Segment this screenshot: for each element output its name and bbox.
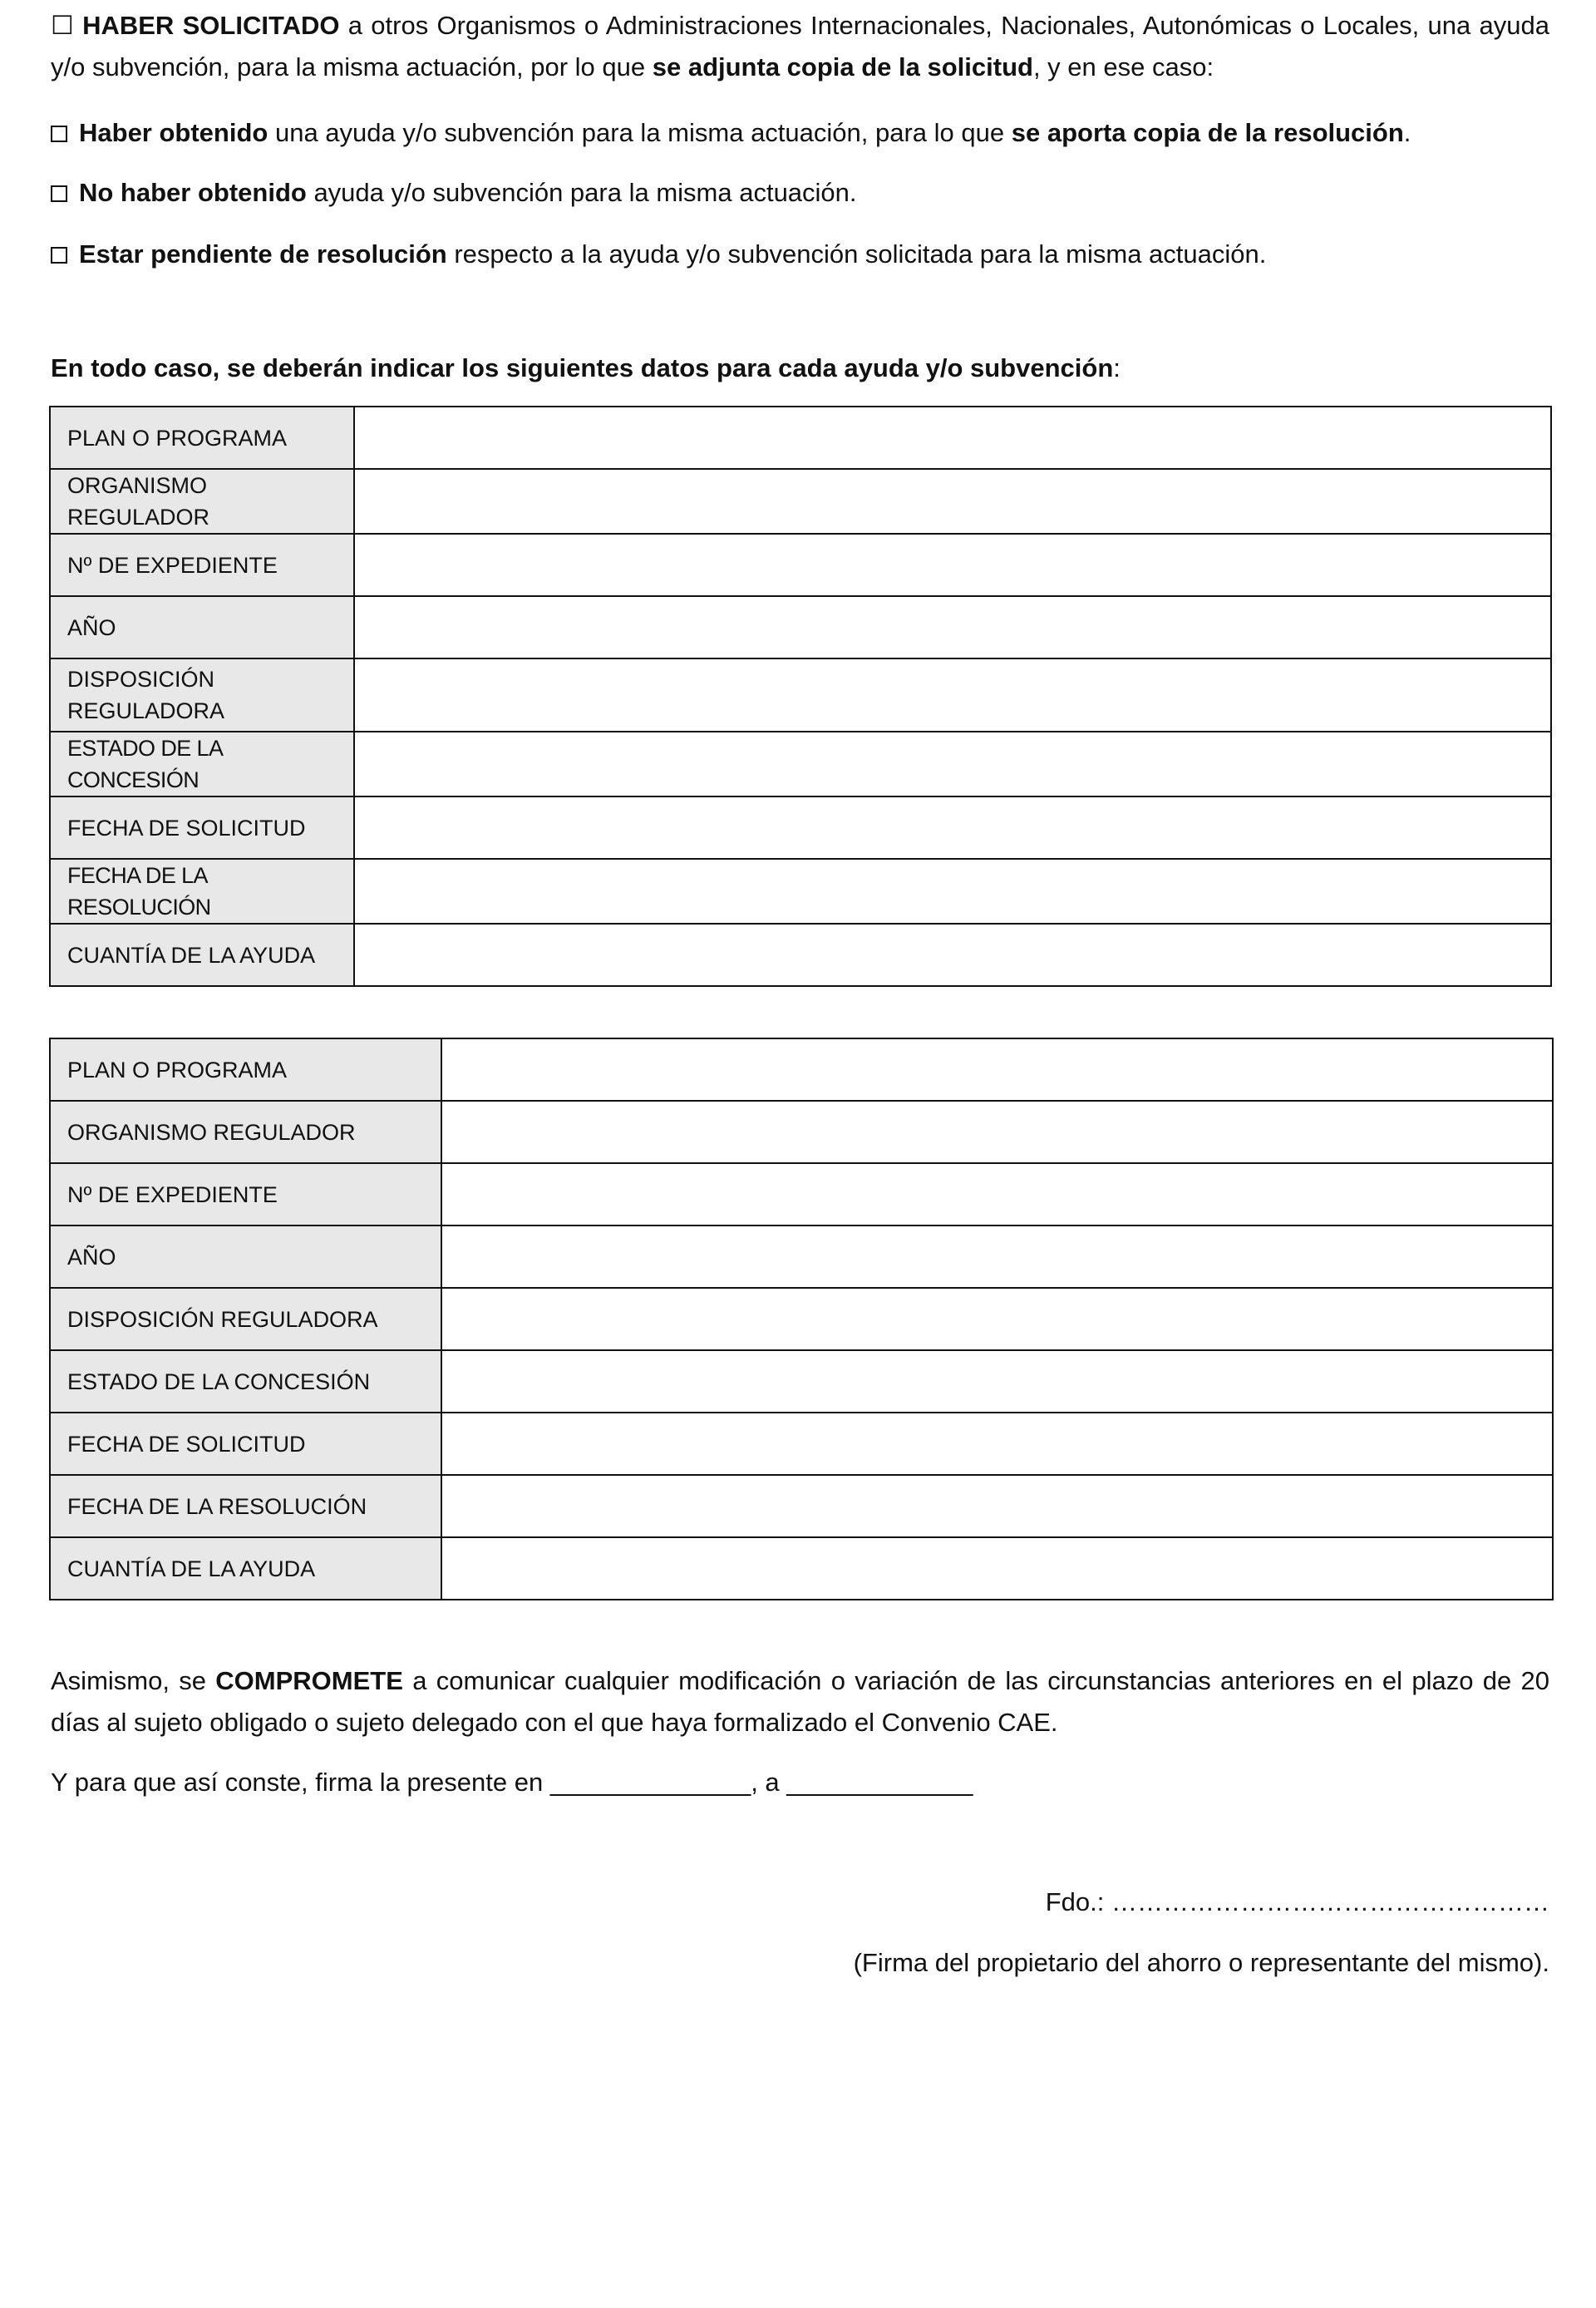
aid-details-table-2	[49, 1038, 1554, 1600]
row-label: Nº DE EXPEDIENTE	[50, 534, 354, 596]
row-label: FECHA DE SOLICITUD	[50, 796, 354, 859]
option-bold: No haber obtenido	[79, 178, 307, 207]
row-label: CUANTÍA DE LA AYUDA	[50, 1537, 441, 1600]
table-row	[50, 534, 1551, 596]
instruction-text: :	[1113, 353, 1121, 382]
table-row	[50, 658, 1551, 732]
row-value-field[interactable]	[441, 1537, 1553, 1600]
row-value-field[interactable]	[354, 924, 1551, 986]
row-value-field[interactable]	[354, 596, 1551, 658]
option-no-haber-obtenido	[51, 176, 1549, 210]
signature-fdo-line[interactable]: Fdo.: ……………………………………………	[1045, 1887, 1549, 1916]
row-label: AÑO	[50, 596, 354, 658]
table-row	[50, 1101, 1553, 1163]
table-row	[50, 796, 1551, 859]
option-text: ayuda y/o subvención para la misma actuación.	[306, 178, 857, 207]
table-row	[50, 924, 1551, 986]
row-value-field[interactable]	[441, 1038, 1553, 1101]
table-row	[50, 1226, 1553, 1288]
instruction-bold: En todo caso, se deberán indicar los siguientes datos para cada ayuda y/o subvención	[51, 353, 1114, 382]
option-bold: Estar pendiente de resolución	[79, 239, 447, 269]
commitment-paragraph	[51, 1660, 1549, 1743]
row-value-field[interactable]	[354, 796, 1551, 859]
row-value-field[interactable]	[354, 732, 1551, 796]
table-row	[50, 1288, 1553, 1350]
table-row	[50, 732, 1551, 796]
row-value-field[interactable]	[354, 469, 1551, 534]
checkbox-haber-solicitado[interactable]: ☐	[51, 11, 74, 40]
row-label: CUANTÍA DE LA AYUDA	[50, 924, 354, 986]
checkbox-no-haber-obtenido[interactable]	[51, 185, 67, 202]
intro-text-1: a otros Organismos o Administraciones Internacionales, Nacionales, Autonómicas o Locales, una ayuda y/o subvención, para la misma actuación, por lo que	[51, 11, 1549, 81]
row-value-field[interactable]	[354, 407, 1551, 469]
instruction-line	[51, 352, 1549, 385]
table-row	[50, 1475, 1553, 1537]
checkbox-pendiente-resolucion[interactable]	[51, 247, 67, 264]
row-value-field[interactable]	[354, 658, 1551, 732]
row-label: ESTADO DE LA CONCESIÓN	[50, 732, 354, 796]
row-value-field[interactable]	[441, 1101, 1553, 1163]
table-row	[50, 859, 1551, 924]
option-haber-obtenido	[51, 116, 1549, 150]
commitment-text-1: Asimismo, se	[51, 1666, 216, 1695]
row-label: DISPOSICIÓN REGULADORA	[50, 658, 354, 732]
row-label: DISPOSICIÓN REGULADORA	[50, 1288, 441, 1350]
signature-note: (Firma del propietario del ahorro o representante del mismo).	[853, 1948, 1549, 1977]
option-text: una ayuda y/o subvención para la misma actuación, para lo que	[268, 118, 1012, 147]
row-label: PLAN O PROGRAMA	[50, 407, 354, 469]
table-row	[50, 407, 1551, 469]
table-row	[50, 1163, 1553, 1226]
row-label: AÑO	[50, 1226, 441, 1288]
row-label: Nº DE EXPEDIENTE	[50, 1163, 441, 1226]
option-text: respecto a la ayuda y/o subvención solicitada para la misma actuación.	[446, 239, 1267, 269]
row-value-field[interactable]	[441, 1350, 1553, 1413]
table-row	[50, 1413, 1553, 1475]
row-label: PLAN O PROGRAMA	[50, 1038, 441, 1101]
row-label: ESTADO DE LA CONCESIÓN	[50, 1350, 441, 1413]
table-row	[50, 1350, 1553, 1413]
row-label: FECHA DE LA RESOLUCIÓN	[50, 859, 354, 924]
row-label: FECHA DE SOLICITUD	[50, 1413, 441, 1475]
checkbox-haber-obtenido[interactable]	[51, 126, 67, 142]
table-row	[50, 1038, 1553, 1101]
sign-place-date-line[interactable]: Y para que así conste, firma la presente en ______________, a _____________	[51, 1768, 973, 1797]
intro-bold-start: HABER SOLICITADO	[82, 11, 340, 40]
row-label: ORGANISMO REGULADOR	[50, 1101, 441, 1163]
row-value-field[interactable]	[354, 534, 1551, 596]
row-value-field[interactable]	[441, 1475, 1553, 1537]
option-text-2: .	[1403, 118, 1411, 147]
intro-paragraph	[51, 5, 1549, 88]
row-label: ORGANISMO REGULADOR	[50, 469, 354, 534]
row-value-field[interactable]	[354, 859, 1551, 924]
row-value-field[interactable]	[441, 1288, 1553, 1350]
row-label: FECHA DE LA RESOLUCIÓN	[50, 1475, 441, 1537]
option-pendiente-resolucion	[51, 238, 1549, 271]
option-bold: Haber obtenido	[79, 118, 268, 147]
table-row	[50, 1537, 1553, 1600]
intro-text-2: , y en ese caso:	[1032, 52, 1214, 81]
commitment-bold: COMPROMETE	[215, 1666, 403, 1695]
row-value-field[interactable]	[441, 1413, 1553, 1475]
aid-details-table-1	[49, 406, 1552, 987]
row-value-field[interactable]	[441, 1226, 1553, 1288]
table-row	[50, 469, 1551, 534]
row-value-field[interactable]	[441, 1163, 1553, 1226]
table-row	[50, 596, 1551, 658]
option-bold-2: se aporta copia de la resolución	[1011, 118, 1404, 147]
intro-bold-mid: se adjunta copia de la solicitud	[652, 52, 1033, 81]
commitment-text-2: a comunicar cualquier modificación o variación de las circunstancias anteriores en el plazo de 20 días al sujeto obligado o sujeto delegado con el que haya formalizado el Convenio CAE.	[51, 1666, 1549, 1737]
